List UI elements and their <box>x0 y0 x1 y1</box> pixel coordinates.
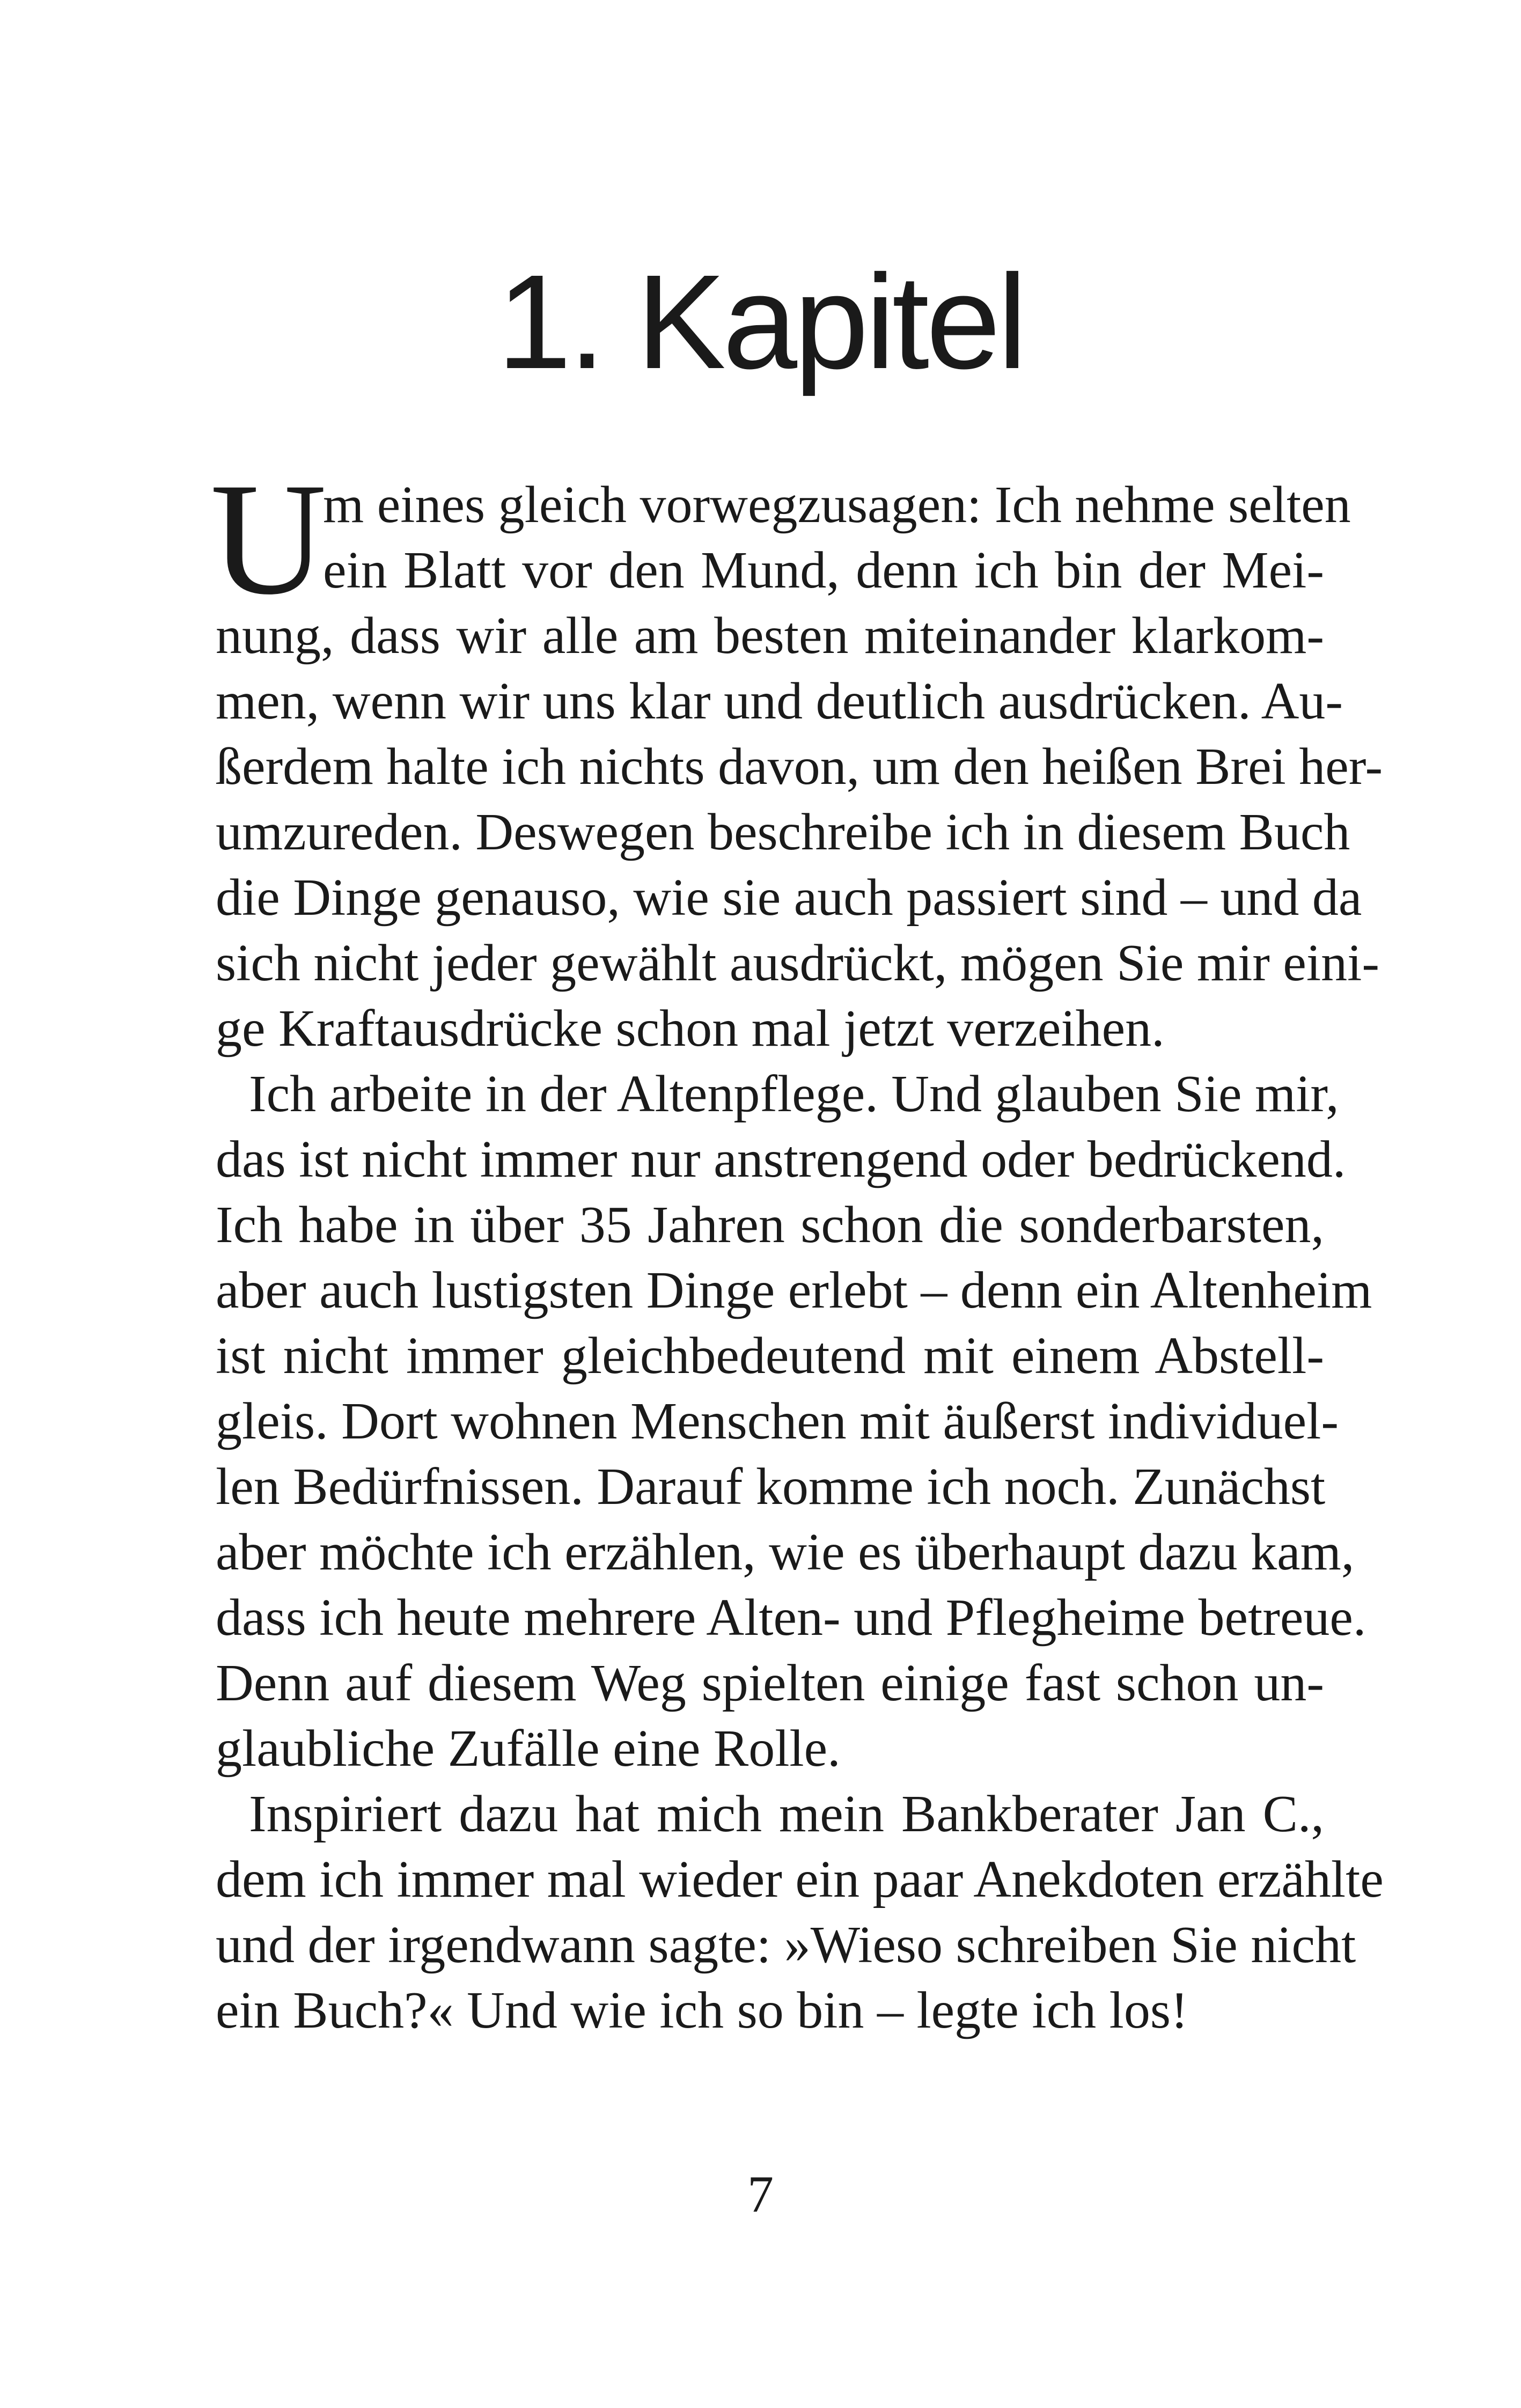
text-line: ein Buch?« Und wie ich so bin – legte ich los! <box>216 1981 1188 2039</box>
text-line: die Dinge genauso, wie sie auch passiert sind – und da <box>216 869 1362 927</box>
text-line: umzureden. Deswegen beschreibe ich in diesem Buch <box>216 803 1350 861</box>
text-line: ein Blatt vor den Mund, denn ich bin der Mei- <box>323 541 1324 599</box>
text-line: men, wenn wir uns klar und deutlich ausdrücken. Au- <box>216 672 1343 730</box>
chapter-title: 1. Kapitel <box>497 247 1024 397</box>
paragraph-3 <box>216 1781 1384 2043</box>
text-line: len Bedürfnissen. Darauf komme ich noch. Zunächst <box>216 1458 1326 1516</box>
text-line: aber auch lustigsten Dinge erlebt – denn ein Altenheim <box>216 1261 1372 1319</box>
text-line: ist nicht immer gleichbedeutend mit einem Abstell- <box>216 1327 1324 1385</box>
text-line: ßerdem halte ich nichts davon, um den heißen Brei her- <box>216 738 1383 796</box>
text-line: und der irgendwann sagte: »Wieso schreiben Sie nicht <box>216 1916 1356 1974</box>
text-line: Denn auf diesem Weg spielten einige fast schon un- <box>216 1654 1324 1712</box>
paragraph-1 <box>210 450 1383 1061</box>
paragraph-2 <box>216 1061 1372 1781</box>
text-line: dass ich heute mehrere Alten- und Pflegheime betreue. <box>216 1589 1366 1647</box>
text-line: Inspiriert dazu hat mich mein Bankberater Jan C., <box>249 1785 1324 1843</box>
text-line: Ich arbeite in der Altenpflege. Und glauben Sie mir, <box>249 1065 1339 1123</box>
text-line: glaubliche Zufälle eine Rolle. <box>216 1720 841 1778</box>
body-text <box>210 450 1384 2043</box>
text-line: das ist nicht immer nur anstrengend oder bedrückend. <box>216 1130 1346 1188</box>
text-line: gleis. Dort wohnen Menschen mit äußerst individuel- <box>216 1392 1339 1450</box>
text-line: dem ich immer mal wieder ein paar Anekdoten erzählte <box>216 1851 1384 1908</box>
drop-cap: U <box>210 450 327 628</box>
text-line: Ich habe in über 35 Jahren schon die sonderbarsten, <box>216 1196 1324 1254</box>
text-line: m eines gleich vorwegzusagen: Ich nehme selten <box>323 476 1351 534</box>
text-line: sich nicht jeder gewählt ausdrückt, mögen Sie mir eini- <box>216 934 1380 992</box>
text-line: ge Kraftausdrücke schon mal jetzt verzeihen. <box>216 1000 1165 1058</box>
page-number: 7 <box>747 2165 774 2223</box>
text-line: nung, dass wir alle am besten miteinander klarkom- <box>216 607 1324 665</box>
text-line: aber möchte ich erzählen, wie es überhaupt dazu kam, <box>216 1523 1355 1581</box>
